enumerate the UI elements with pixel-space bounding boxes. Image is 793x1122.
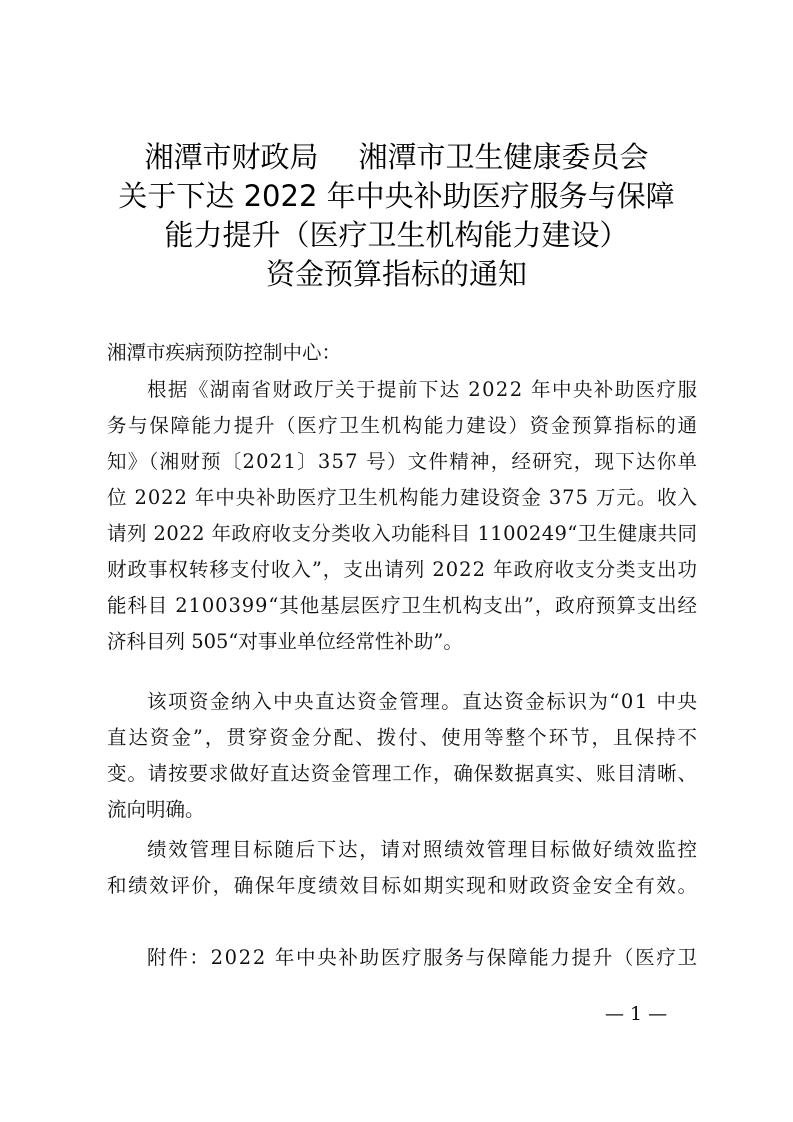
paragraph-1-line: 务与保障能力提升（医疗卫生机构能力建设）资金预算指标的通: [107, 414, 699, 437]
paragraph-1-line: 位 2022 年中央补助医疗卫生机构能力建设资金 375 万元。收入: [107, 486, 698, 509]
paragraph-3-line: 绩效管理目标随后下达，请对照绩效管理目标做好绩效监控: [147, 838, 699, 861]
issuer-finance-bureau: 湘潭市财政局: [144, 140, 319, 174]
title-line-3: 能力提升（医疗卫生机构能力建设）: [164, 218, 629, 252]
paragraph-1-line: 财政事权转移支付收入”，支出请列 2022 年政府收支分类支出功: [107, 558, 698, 581]
paragraph-2-line: 变。请按要求做好直达资金管理工作，确保数据真实、账目清晰、: [107, 762, 698, 785]
paragraph-1-line: 请列 2022 年政府收支分类收入功能科目 1100249“卫生健康共同: [107, 522, 698, 545]
issuer-health-commission: 湘潭市卫生健康委员会: [358, 140, 649, 174]
paragraph-2-line: 直达资金”，贯穿资金分配、拨付、使用等整个环节，且保持不: [107, 726, 699, 749]
attachment-line: 附件：2022 年中央补助医疗服务与保障能力提升（医疗卫: [147, 946, 699, 969]
page-number: — 1 —: [605, 1003, 668, 1025]
title-line-2: 关于下达 2022 年中央补助医疗服务与保障: [118, 179, 675, 213]
paragraph-3-line: 和绩效评价，确保年度绩效目标如期实现和财政资金安全有效。: [107, 874, 699, 897]
document-title: [90, 138, 703, 294]
paragraph-1-line: 济科目列 505“对事业单位经常性补助”。: [107, 630, 463, 653]
title-line-issuers: [90, 138, 703, 177]
paragraph-1-line: 能科目 2100399“其他基层医疗卫生机构支出”，政府预算支出经: [107, 594, 698, 617]
recipient-line: 湘潭市疾病预防控制中心：: [107, 341, 342, 364]
paragraph-2-line: 该项资金纳入中央直达资金管理。直达资金标识为“01 中央: [147, 690, 699, 713]
title-line-4: 资金预算指标的通知: [265, 257, 527, 291]
paragraph-1-line: 知》（湘财预〔2021〕357 号）文件精神，经研究，现下达你单: [107, 450, 699, 473]
paragraph-2-line: 流向明确。: [107, 798, 205, 821]
paragraph-1-line: 根据《湖南省财政厅关于提前下达 2022 年中央补助医疗服: [147, 378, 699, 401]
